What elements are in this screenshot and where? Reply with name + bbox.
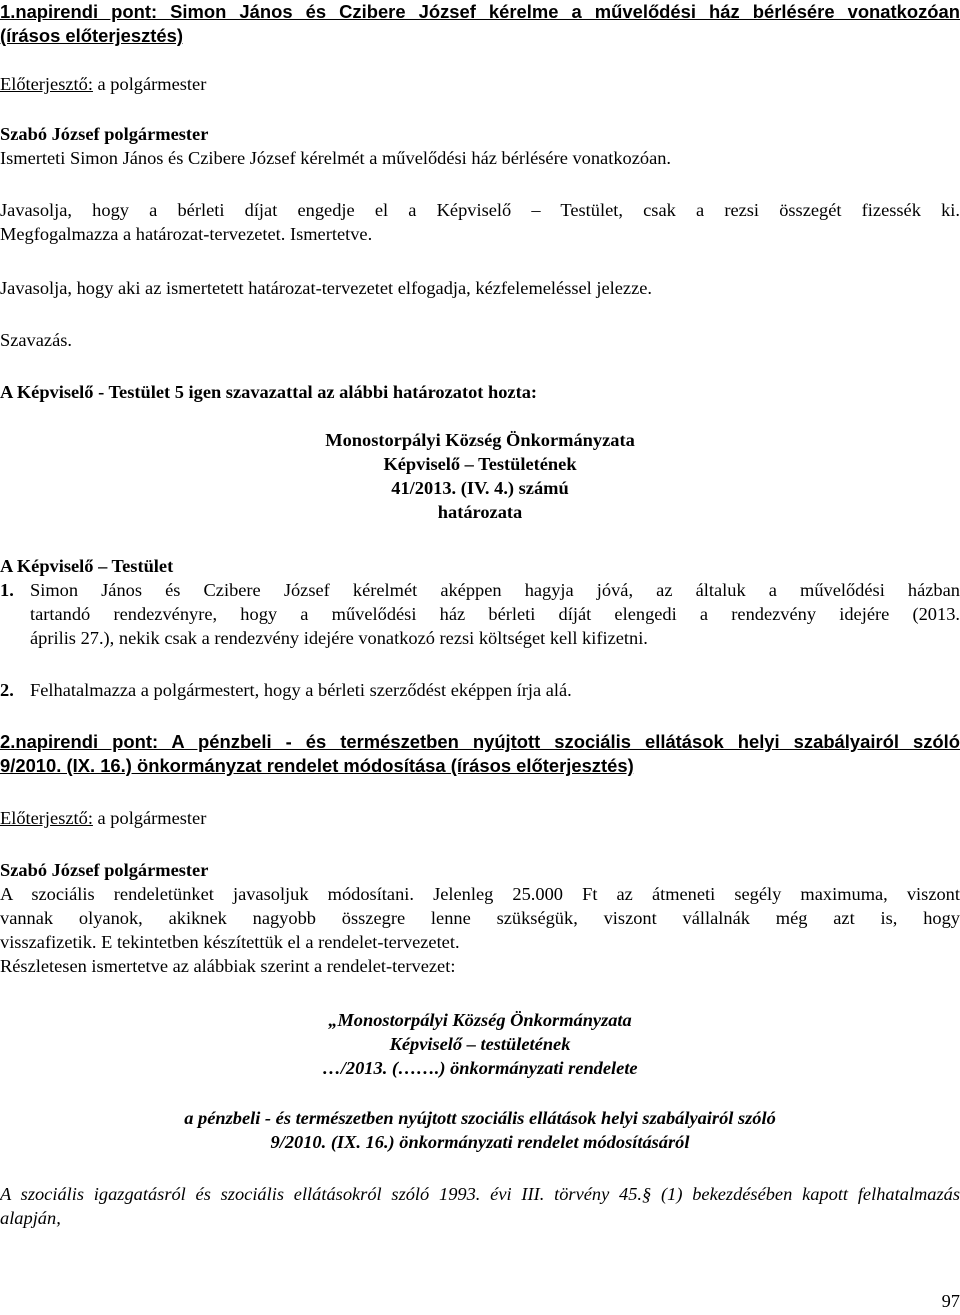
proposal-line-1: Javasolja, hogy a bérleti díjat engedje el a Képviselő – Testület, csak a rezsi összegét fizessék ki. bbox=[0, 200, 960, 220]
point-2-line1: Felhatalmazza a polgármestert, hogy a bérleti szerződést eképpen írja alá. bbox=[30, 680, 572, 700]
agenda-item-2-heading-line1: 2.napirendi pont: A pénzbeli - és természetben nyújtott szociális ellátások helyi szabályairól szóló bbox=[0, 731, 960, 752]
intro-text: Ismerteti Simon János és Czibere József kérelmét a művelődési ház bérlésére vonatkozóan. bbox=[0, 148, 672, 168]
point-1-line2: tartandó rendezvényre, hogy a művelődési ház bérleti díját elengedi a rendezvény idejére (2013. bbox=[30, 604, 960, 624]
decree-title bbox=[0, 1008, 960, 1080]
decree-title-line1: „Monostorpályi Község Önkormányzata bbox=[328, 1010, 632, 1030]
voting-label: Szavazás. bbox=[0, 330, 72, 350]
agenda-item-2-heading bbox=[0, 730, 960, 778]
point-1-line1: Simon János és Czibere József kérelmét aképpen hagyja jóvá, az általuk a művelődési házban bbox=[30, 580, 960, 600]
resolution-title-line2: Képviselő – Testületének bbox=[383, 454, 577, 474]
proposal-paragraph bbox=[0, 882, 960, 978]
page-number: 97 bbox=[941, 1291, 960, 1311]
point-number: 2. bbox=[0, 680, 14, 700]
presenter-line-2 bbox=[0, 806, 960, 830]
proposal-line-2: Megfogalmazza a határozat-tervezetet. Ismertetve. bbox=[0, 224, 373, 244]
para-line2: vannak olyanok, akiknek nagyobb összegre lenne szükségük, viszont vállalnák még azt is, hogy bbox=[0, 908, 960, 928]
decree-title-line2: Képviselő – testületének bbox=[389, 1034, 571, 1054]
resolution-title-line4: határozata bbox=[437, 502, 523, 522]
decree-title-line5: 9/2010. (IX. 16.) önkormányzati rendelet módosításáról bbox=[270, 1132, 690, 1152]
preamble-line1: A szociális igazgatásról és szociális ellátásokról szóló 1993. évi III. törvény 45.§ (1) bekezdésében kapott felhatalmazás bbox=[0, 1184, 960, 1204]
resolution-title-line1: Monostorpályi Község Önkormányzata bbox=[325, 430, 635, 450]
detail-line: Részletesen ismertetve az alábbiak szerint a rendelet-tervezet: bbox=[0, 956, 456, 976]
presenter-value: a polgármester bbox=[92, 808, 207, 828]
agenda-item-1-heading bbox=[0, 0, 960, 48]
resolution-title bbox=[0, 428, 960, 524]
agenda-item-1-heading-line1: 1.napirendi pont: Simon János és Czibere József kérelme a művelődési ház bérlésére vonatkozóan bbox=[0, 1, 960, 22]
vote-result: A Képviselő - Testület 5 igen szavazattal az alábbi határozatot hozta: bbox=[0, 382, 538, 402]
presenter-label: Előterjesztő: bbox=[0, 808, 93, 828]
preamble-line2: alapján, bbox=[0, 1208, 61, 1228]
para-line3: visszafizetik. E tekintetben készítettük el a rendelet-tervezetet. bbox=[0, 932, 460, 952]
decree-preamble bbox=[0, 1182, 960, 1230]
decree-title-line4: a pénzbeli - és természetben nyújtott szociális ellátások helyi szabályairól szóló bbox=[184, 1108, 776, 1128]
para-line1: A szociális rendeletünket javasoljuk módosítani. Jelenleg 25.000 Ft az átmeneti segély maximuma, viszont bbox=[0, 884, 960, 904]
resolution-title-line3: 41/2013. (IV. 4.) számú bbox=[391, 478, 569, 498]
decree-subject bbox=[0, 1106, 960, 1154]
resolution-point-1 bbox=[0, 578, 960, 650]
presenter-value: a polgármester bbox=[92, 74, 207, 94]
body-label: A Képviselő – Testület bbox=[0, 556, 174, 576]
presenter-line-1 bbox=[0, 72, 960, 96]
agenda-item-2-heading-line2: 9/2010. (IX. 16.) önkormányzat rendelet módosítása (írásos előterjesztés) bbox=[0, 755, 634, 776]
resolution-point-2 bbox=[0, 678, 960, 702]
speaker-name-1: Szabó József polgármester bbox=[0, 124, 209, 144]
presenter-label: Előterjesztő: bbox=[0, 74, 93, 94]
vote-call: Javasolja, hogy aki az ismertetett határozat-tervezetet elfogadja, kézfelemeléssel jelezze. bbox=[0, 278, 653, 298]
speaker-name-2: Szabó József polgármester bbox=[0, 860, 209, 880]
decree-title-line3: …/2013. (…….) önkormányzati rendelete bbox=[322, 1058, 638, 1078]
point-number: 1. bbox=[0, 580, 14, 600]
point-1-line3: április 27.), nekik csak a rendezvény idejére vonatkozó rezsi költséget kell kifizetni. bbox=[30, 628, 648, 648]
agenda-item-1-heading-line2: (írásos előterjesztés) bbox=[0, 25, 183, 46]
